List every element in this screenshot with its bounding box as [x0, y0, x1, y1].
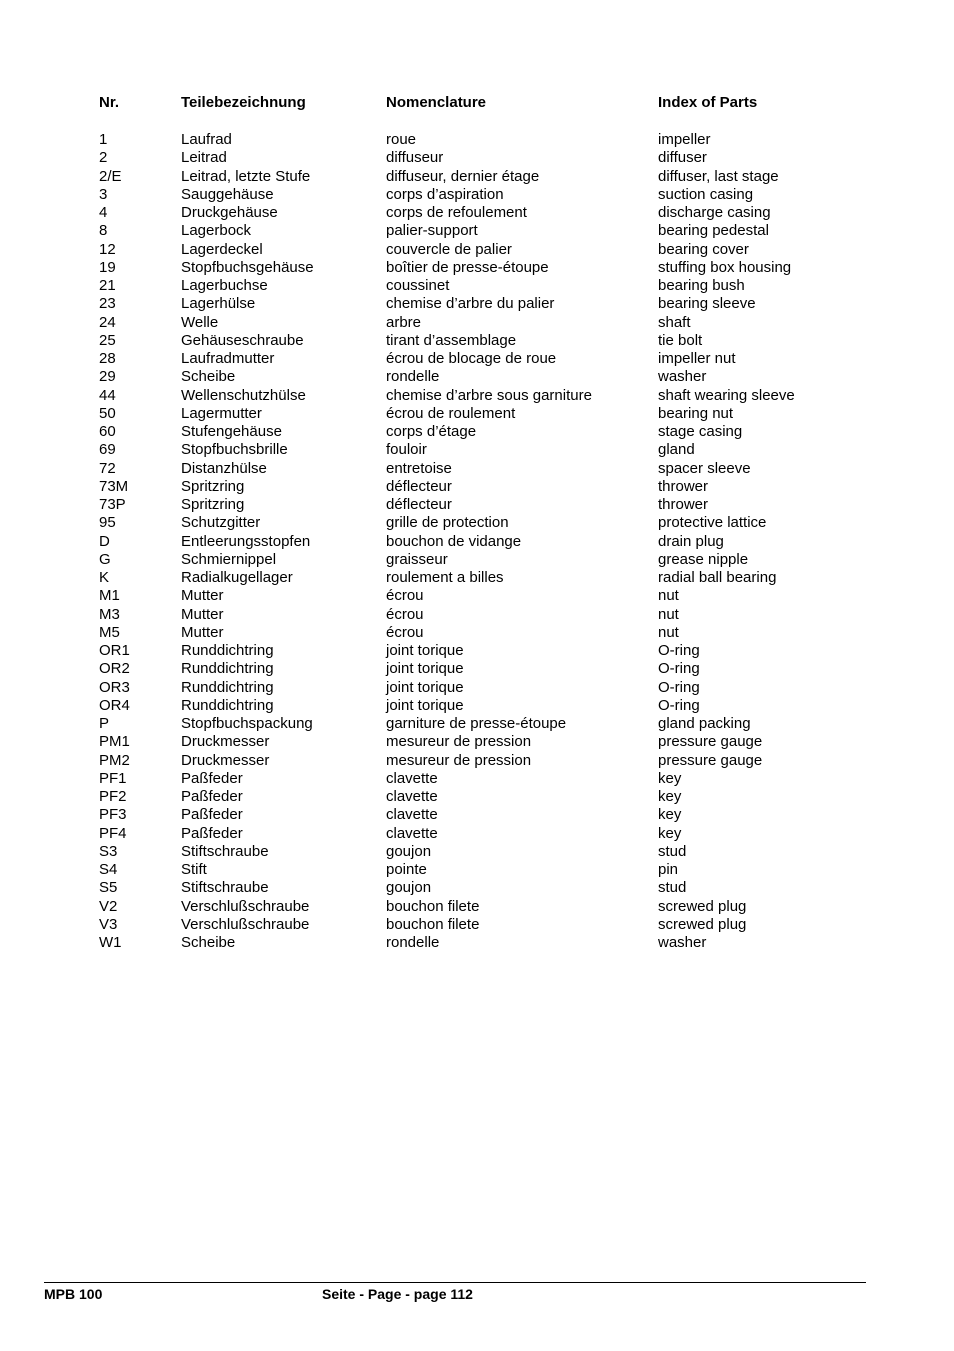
english-name: grease nipple [658, 550, 749, 568]
french-name: joint torique [386, 678, 464, 696]
english-name: radial ball bearing [658, 569, 777, 586]
english-name: thrower [658, 496, 709, 513]
english-name: gland packing [658, 715, 751, 732]
french-name: roue [386, 131, 417, 148]
part-number: M3 [99, 605, 120, 623]
header-nr: Nr. [99, 94, 120, 111]
part-number: PF4 [99, 824, 127, 842]
part-number: G [99, 550, 111, 568]
table-row [99, 606, 859, 624]
german-name: Paßfeder [181, 824, 243, 842]
part-number: PM2 [99, 751, 130, 769]
french-name: mesureur de pression [386, 733, 532, 751]
english-name: impeller [658, 131, 711, 148]
english-name: thrower [658, 477, 709, 495]
table-row [99, 533, 859, 551]
french-name: rondelle [386, 368, 440, 386]
german-name: Wellenschutzhülse [181, 386, 306, 404]
table-row [99, 514, 859, 532]
part-number: 69 [99, 441, 116, 459]
part-number: S4 [99, 861, 118, 878]
german-name: Stufengehäuse [181, 423, 282, 440]
french-name: chemise d’arbre sous garniture [386, 386, 592, 404]
english-name: tie bolt [658, 331, 703, 349]
french-name: boîtier de presse-étoupe [386, 258, 549, 276]
german-name: Stiftschraube [181, 842, 269, 860]
german-name: Stopfbuchsbrille [181, 441, 288, 459]
part-number: PF2 [99, 788, 127, 805]
english-name: spacer sleeve [658, 459, 751, 477]
english-name: discharge casing [658, 204, 771, 221]
table-row [99, 752, 859, 770]
english-name: diffuser [658, 149, 707, 167]
english-name: key [658, 788, 682, 805]
table-row [99, 204, 859, 222]
table-row [99, 806, 859, 824]
table-row [99, 587, 859, 605]
part-number: 72 [99, 459, 116, 477]
table-row [99, 569, 859, 587]
english-name: pin [658, 861, 679, 878]
part-number: K [99, 569, 110, 586]
german-name: Verschlußschraube [181, 915, 310, 933]
german-name: Schutzgitter [181, 514, 261, 532]
part-number: 24 [99, 313, 116, 331]
french-name: écrou [386, 623, 424, 641]
french-name: écrou de roulement [386, 404, 516, 422]
german-name: Stiftschraube [181, 879, 269, 897]
part-number: PF3 [99, 806, 127, 824]
table-row [99, 733, 859, 751]
part-number: OR4 [99, 696, 130, 714]
french-name: corps de refoulement [386, 204, 527, 221]
table-row [99, 679, 859, 697]
english-name: shaft [658, 313, 691, 331]
french-name: rondelle [386, 934, 440, 951]
part-number: P [99, 715, 110, 732]
german-name: Stift [181, 861, 207, 878]
table-row [99, 642, 859, 660]
table-row [99, 441, 859, 459]
part-number: 21 [99, 277, 116, 294]
english-name: protective lattice [658, 514, 767, 532]
english-name: key [658, 806, 682, 824]
french-name: roulement a billes [386, 569, 504, 586]
english-name: diffuser, last stage [658, 167, 779, 185]
english-name: O-ring [658, 660, 700, 678]
english-name: washer [658, 934, 707, 951]
german-name: Verschlußschraube [181, 897, 310, 915]
part-number: 8 [99, 222, 108, 240]
german-name: Scheibe [181, 934, 236, 951]
part-number: S5 [99, 879, 118, 897]
table-row [99, 460, 859, 478]
table-row [99, 131, 859, 149]
english-name: bearing sleeve [658, 295, 756, 313]
french-name: écrou [386, 605, 424, 623]
part-number: OR3 [99, 678, 130, 696]
english-name: O-ring [658, 696, 700, 714]
english-name: stud [658, 842, 687, 860]
english-name: key [658, 824, 682, 842]
table-row [99, 168, 859, 186]
german-name: Spritzring [181, 496, 245, 513]
table-row [99, 697, 859, 715]
table-row [99, 149, 859, 167]
table-body [99, 131, 859, 952]
table-row [99, 277, 859, 295]
part-number: 23 [99, 295, 116, 313]
part-number: 60 [99, 423, 116, 440]
french-name: arbre [386, 313, 422, 331]
footer-model: MPB 100 [44, 1286, 103, 1302]
table-row [99, 861, 859, 879]
part-number: 29 [99, 368, 116, 386]
french-name: clavette [386, 769, 438, 787]
table-row [99, 879, 859, 897]
french-name: bouchon filete [386, 897, 480, 915]
german-name: Paßfeder [181, 788, 243, 805]
german-name: Mutter [181, 605, 224, 623]
table-row [99, 624, 859, 642]
french-name: déflecteur [386, 477, 452, 495]
german-name: Spritzring [181, 477, 245, 495]
english-name: gland [658, 441, 695, 459]
part-number: S3 [99, 842, 118, 860]
german-name: Schmiernippel [181, 550, 277, 568]
part-number: V2 [99, 897, 118, 915]
table-row [99, 916, 859, 934]
english-name: nut [658, 623, 679, 641]
german-name: Entleerungsstopfen [181, 532, 311, 550]
part-number: M5 [99, 623, 120, 641]
part-number: 19 [99, 258, 116, 276]
table-row [99, 259, 859, 277]
french-name: palier-support [386, 222, 478, 240]
french-name: joint torique [386, 642, 464, 659]
table-row [99, 551, 859, 569]
german-name: Runddichtring [181, 678, 274, 696]
french-name: joint torique [386, 696, 464, 714]
french-name: chemise d’arbre du palier [386, 295, 555, 313]
french-name: goujon [386, 879, 432, 897]
german-name: Lagerdeckel [181, 240, 263, 258]
english-name: stuffing box housing [658, 258, 792, 276]
parts-table [99, 94, 859, 952]
table-row [99, 898, 859, 916]
french-name: coussinet [386, 277, 450, 294]
header-teilebezeichnung: Teilebezeichnung [181, 94, 306, 111]
table-row [99, 843, 859, 861]
french-name: écrou de blocage de roue [386, 350, 557, 367]
french-name: bouchon de vidange [386, 532, 522, 550]
german-name: Stopfbuchsgehäuse [181, 258, 314, 276]
part-number: 73M [99, 477, 129, 495]
table-row [99, 222, 859, 240]
german-name: Runddichtring [181, 696, 274, 714]
french-name: mesureur de pression [386, 751, 532, 769]
french-name: joint torique [386, 660, 464, 678]
table-row [99, 368, 859, 386]
english-name: stud [658, 879, 687, 897]
german-name: Paßfeder [181, 806, 243, 824]
english-name: O-ring [658, 678, 700, 696]
english-name: washer [658, 368, 707, 386]
french-name: déflecteur [386, 496, 452, 513]
table-row [99, 770, 859, 788]
part-number: 25 [99, 331, 116, 349]
part-number: 28 [99, 350, 116, 367]
german-name: Leitrad [181, 149, 227, 167]
french-name: tirant d’assemblage [386, 331, 517, 349]
german-name: Mutter [181, 587, 224, 605]
english-name: drain plug [658, 532, 724, 550]
part-number: V3 [99, 915, 118, 933]
german-name: Welle [181, 313, 219, 331]
table-row [99, 186, 859, 204]
english-name: O-ring [658, 642, 700, 659]
table-row [99, 332, 859, 350]
german-name: Radialkugellager [181, 569, 293, 586]
table-row [99, 496, 859, 514]
table-row [99, 295, 859, 313]
german-name: Lagerhülse [181, 295, 256, 313]
part-number: 73P [99, 496, 126, 513]
table-row [99, 478, 859, 496]
french-name: diffuseur, dernier étage [386, 167, 540, 185]
part-number: 44 [99, 386, 116, 404]
german-name: Sauggehäuse [181, 185, 274, 203]
french-name: diffuseur [386, 149, 444, 167]
french-name: clavette [386, 788, 438, 805]
table-row [99, 788, 859, 806]
table-row [99, 387, 859, 405]
part-number: OR2 [99, 660, 130, 678]
table-row [99, 314, 859, 332]
english-name: stage casing [658, 423, 743, 440]
part-number: 1 [99, 131, 108, 148]
french-name: couvercle de palier [386, 240, 512, 258]
english-name: bearing bush [658, 277, 745, 294]
part-number: PF1 [99, 769, 127, 787]
german-name: Runddichtring [181, 660, 274, 678]
part-number: 2/E [99, 167, 122, 185]
header-index-of-parts: Index of Parts [658, 94, 758, 111]
english-name: pressure gauge [658, 733, 763, 751]
table-row [99, 241, 859, 259]
french-name: goujon [386, 842, 432, 860]
french-name: écrou [386, 587, 424, 605]
french-name: bouchon filete [386, 915, 480, 933]
german-name: Laufradmutter [181, 350, 275, 367]
english-name: shaft wearing sleeve [658, 386, 795, 404]
footer-divider [44, 1282, 866, 1283]
part-number: 4 [99, 204, 108, 221]
english-name: nut [658, 605, 679, 623]
french-name: corps d’étage [386, 423, 477, 440]
french-name: clavette [386, 806, 438, 824]
german-name: Gehäuseschraube [181, 331, 304, 349]
french-name: garniture de presse-étoupe [386, 715, 567, 732]
table-row [99, 350, 859, 368]
english-name: pressure gauge [658, 751, 763, 769]
english-name: screwed plug [658, 915, 747, 933]
table-header-row [99, 94, 859, 131]
table-row [99, 405, 859, 423]
german-name: Mutter [181, 623, 224, 641]
french-name: graisseur [386, 550, 448, 568]
french-name: fouloir [386, 441, 427, 459]
german-name: Laufrad [181, 131, 232, 148]
table-row [99, 825, 859, 843]
french-name: entretoise [386, 459, 452, 477]
german-name: Distanzhülse [181, 459, 267, 477]
english-name: screwed plug [658, 897, 747, 915]
part-number: W1 [99, 934, 122, 951]
english-name: bearing nut [658, 404, 734, 422]
header-nomenclature: Nomenclature [386, 94, 487, 111]
german-name: Paßfeder [181, 769, 243, 787]
french-name: pointe [386, 861, 427, 878]
english-name: bearing pedestal [658, 222, 769, 240]
part-number: 3 [99, 185, 108, 203]
part-number: 2 [99, 149, 108, 167]
french-name: grille de protection [386, 514, 509, 532]
german-name: Leitrad, letzte Stufe [181, 167, 311, 185]
part-number: 95 [99, 514, 116, 532]
footer-page-number: Seite - Page - page 112 [322, 1286, 473, 1302]
table-row [99, 660, 859, 678]
part-number: D [99, 532, 110, 550]
table-row [99, 423, 859, 441]
german-name: Runddichtring [181, 642, 274, 659]
part-number: 12 [99, 240, 116, 258]
german-name: Lagermutter [181, 404, 262, 422]
german-name: Lagerbock [181, 222, 252, 240]
english-name: bearing cover [658, 240, 749, 258]
english-name: impeller nut [658, 350, 736, 367]
german-name: Druckgehäuse [181, 204, 278, 221]
french-name: corps d’aspiration [386, 185, 504, 203]
english-name: nut [658, 587, 679, 605]
german-name: Lagerbuchse [181, 277, 268, 294]
german-name: Scheibe [181, 368, 236, 386]
table-row [99, 934, 859, 952]
german-name: Druckmesser [181, 751, 270, 769]
english-name: key [658, 769, 682, 787]
part-number: PM1 [99, 733, 130, 751]
part-number: OR1 [99, 642, 130, 659]
part-number: 50 [99, 404, 116, 422]
german-name: Stopfbuchspackung [181, 715, 313, 732]
part-number: M1 [99, 587, 120, 605]
german-name: Druckmesser [181, 733, 270, 751]
english-name: suction casing [658, 185, 754, 203]
table-row [99, 715, 859, 733]
french-name: clavette [386, 824, 438, 842]
